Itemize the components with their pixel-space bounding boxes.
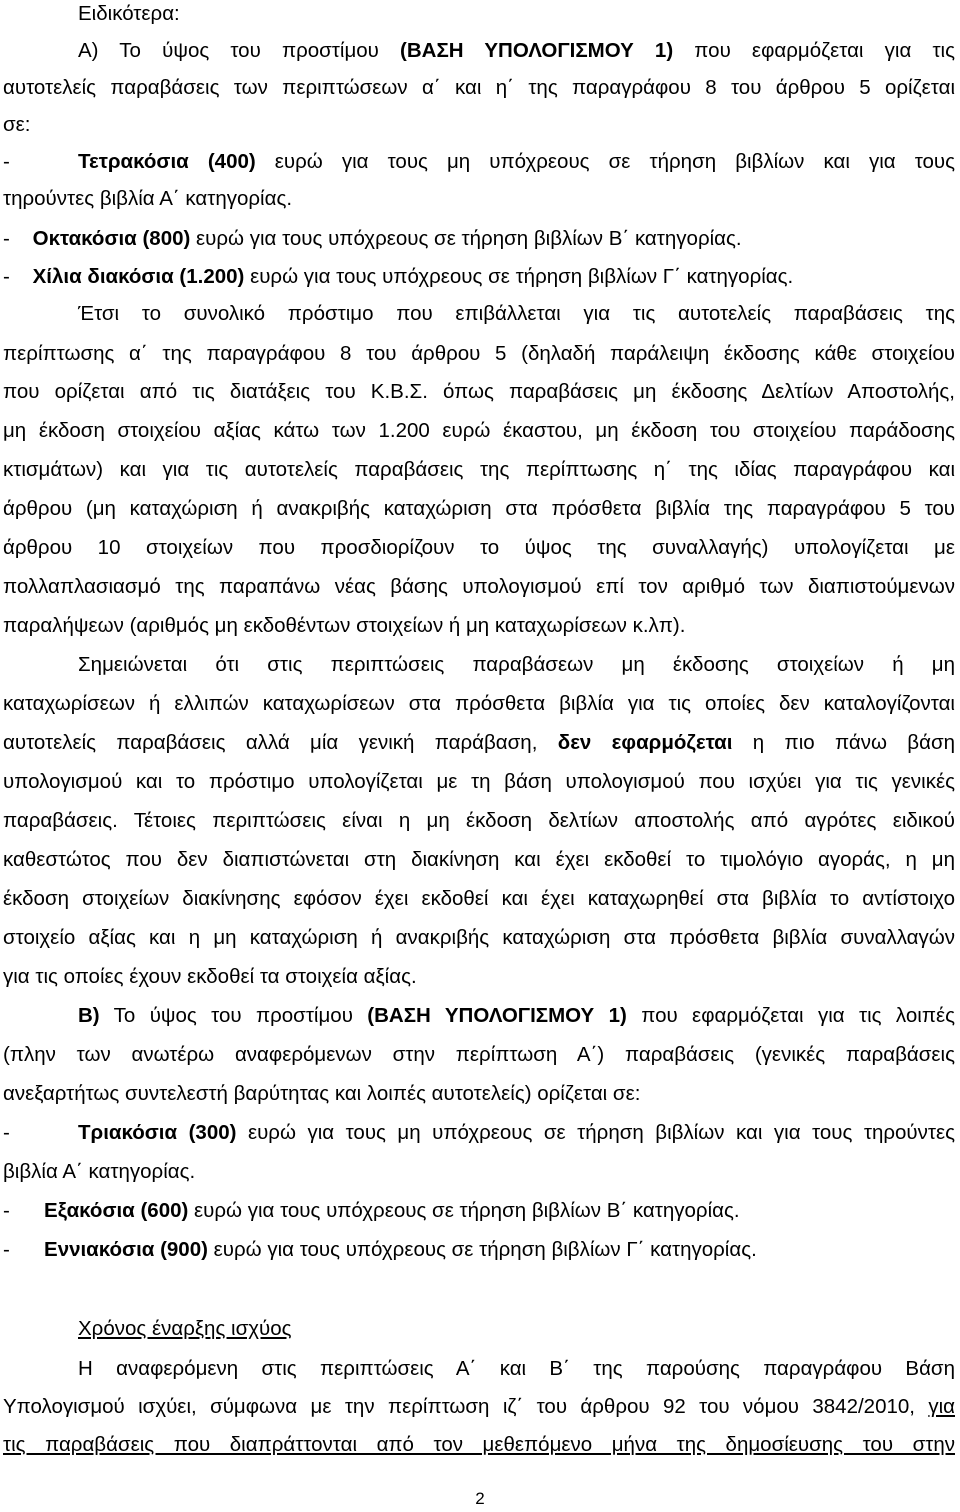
paragraph-line: έκδοση στοιχείων διακίνησης εφόσον έχει εκδοθεί και έχει καταχωρηθεί στα βιβλία το αντίστοιχο (3, 887, 955, 910)
section-a-label: Α) Το ύψος του προστίμου (78, 39, 401, 62)
paragraph-line: Έτσι το συνολικό πρόστιμο που επιβάλλεται για τις αυτοτελείς παραβάσεις της (78, 302, 955, 325)
amount-600: Εξακόσια (600) (44, 1199, 189, 1222)
paragraph-line: περίπτωσης α΄ της παραγράφου 8 του άρθρου 5 (δηλαδή παράλειψη έκδοσης κάθε στοιχείου (3, 342, 955, 365)
list-item-400-continuation: τηρούντες βιβλία Α΄ κατηγορίας. (3, 187, 293, 210)
paragraph-line: Σημειώνεται ότι στις περιπτώσεις παραβάσεων μη έκδοσης στοιχείων ή μη (78, 653, 955, 676)
paragraph-line: παραλήψεων (αριθμός μη εκδοθέντων στοιχείων ή μη καταχωρίσεων κ.λπ). (3, 614, 686, 637)
paragraph-line: στοιχείο αξίας και η μη καταχώριση ή ανακριβής καταχώριση στα πρόσθετα βιβλία συναλλαγών (3, 926, 955, 949)
list-item-800: - Οκτακόσια (800) ευρώ για τους υπόχρεους σε τήρηση βιβλίων Β΄ κατηγορίας. (3, 227, 742, 250)
section-a-intro-tail: που εφαρμόζεται για τις (673, 39, 955, 62)
paragraph-line: υπολογισμού και το πρόστιμο υπολογίζεται με τη βάση υπολογισμού που ισχύει για τις γενικές (3, 770, 955, 793)
heading-specifically: Ειδικότερα: (78, 2, 180, 25)
not-applied-bold: δεν εφαρμόζεται (557, 731, 733, 754)
section-b-label: Β) (78, 1004, 100, 1027)
paragraph-line: κτισμάτων) και για τις αυτοτελείς παραβάσεις της περίπτωσης η΄ της ιδίας παραγράφου και (3, 458, 955, 481)
paragraph-line: πολλαπλασιασμό της παραπάνω νέας βάσης υπολογισμού επί τον αριθμό των διαπιστούμενων (3, 575, 955, 598)
paragraph-line: καθεστώτος που δεν διαπιστώνεται στη διακίνηση και έχει εκδοθεί το τιμολόγιο αγοράς, η μη (3, 848, 955, 871)
list-item-1200-text: ευρώ για τους υπόχρεους σε τήρηση βιβλίων Γ΄ κατηγορίας. (244, 265, 794, 288)
paragraph-line: για τις οποίες έχουν εκδοθεί τα στοιχεία αξίας. (3, 965, 417, 988)
page-number: 2 (475, 1489, 485, 1508)
list-item-300: Τριακόσια (300) ευρώ για τους μη υπόχρεους σε τήρηση βιβλίων και για τους τηρούντες (78, 1121, 955, 1144)
paragraph-line: παραβάσεις. Τέτοιες περιπτώσεις είναι η μη έκδοση δελτίων αποστολής από αγρότες ειδικού (3, 809, 955, 832)
calculation-base-1-bold: (ΒΑΣΗ ΥΠΟΛΟΓΙΣΜΟΥ 1) (400, 39, 674, 62)
amount-400: Τετρακόσια (400) (78, 150, 256, 173)
section-a-intro-line-3: σε: (3, 113, 31, 136)
paragraph-line: άρθρου (μη καταχώριση ή ανακριβής καταχώριση στα πρόσθετα βιβλία της παραγράφου 5 του (3, 497, 955, 520)
section-a-intro-line-2: αυτοτελείς παραβάσεις των περιπτώσεων α΄ και η΄ της παραγράφου 8 του άρθρου 5 ορίζεται (3, 76, 955, 99)
amount-900: Εννιακόσια (900) (44, 1238, 208, 1261)
list-item-400 (78, 148, 955, 175)
list-item-400-dash: - (3, 150, 10, 173)
list-item-900: - Εννιακόσια (900) ευρώ για τους υπόχρεους σε τήρηση βιβλίων Γ΄ κατηγορίας. (3, 1238, 757, 1261)
paragraph-line: καταχωρίσεων ή ελλιπών καταχωρίσεων στα πρόσθετα βιβλία για τις οποίες δεν καταλογίζονται (3, 692, 955, 715)
list-item-1200: - Χίλια διακόσια (1.200) ευρώ για τους υπόχρεους σε τήρηση βιβλίων Γ΄ κατηγορίας. (3, 265, 794, 288)
effective-date-heading: Χρόνος έναρξης ισχύος (78, 1317, 292, 1340)
amount-800: Οκτακόσια (800) (32, 227, 191, 250)
amount-1200: Χίλια διακόσια (1.200) (32, 265, 245, 288)
paragraph-line-with-bold: αυτοτελείς παραβάσεις αλλά μία γενική παράβαση, δεν εφαρμόζεται η πιο πάνω βάση (3, 731, 955, 754)
list-item-300-continuation: βιβλία Α΄ κατηγορίας. (3, 1160, 196, 1183)
paragraph-line: που ορίζεται από τις διατάξεις του Κ.Β.Σ. όπως παραβάσεις μη έκδοσης Δελτίων Αποστολής, (3, 380, 955, 403)
amount-300: Τριακόσια (300) (78, 1121, 237, 1144)
list-item-800-text: ευρώ για τους υπόχρεους σε τήρηση βιβλίων Β΄ κατηγορίας. (190, 227, 742, 250)
section-a-intro-line-1 (78, 37, 955, 64)
paragraph-line: μη έκδοση στοιχείου αξίας κάτω των 1.200 ευρώ έκαστου, μη έκδοση του στοιχείου παράδοσης (3, 419, 955, 442)
paragraph-line-with-underline: Υπολογισμού ισχύει, σύμφωνα με την περίπτωση ιζ΄ του άρθρου 92 του νόμου 3842/2010, για (3, 1395, 955, 1418)
list-item-400-text: ευρώ για τους μη υπόχρεους σε τήρηση βιβλίων και για τους (255, 150, 956, 173)
paragraph-line: Η αναφερόμενη στις περιπτώσεις Α΄ και Β΄ της παρούσης παραγράφου Βάση (78, 1357, 955, 1380)
underlined-text: για (928, 1395, 955, 1418)
list-item-300-dash: - (3, 1121, 10, 1144)
section-b-intro-line-1: Β) Το ύψος του προστίμου (ΒΑΣΗ ΥΠΟΛΟΓΙΣΜΟΥ 1) που εφαρμόζεται για τις λοιπές (78, 1004, 955, 1027)
list-item-600: - Εξακόσια (600) ευρώ για τους υπόχρεους σε τήρηση βιβλίων Β΄ κατηγορίας. (3, 1199, 740, 1222)
section-b-intro-line-3: ανεξαρτήτως συντελεστή βαρύτητας και λοιπές αυτοτελείς) ορίζεται σε: (3, 1082, 641, 1105)
paragraph-line: άρθρου 10 στοιχείων που προσδιορίζουν το ύψος της συναλλαγής) υπολογίζεται με (3, 536, 955, 559)
calculation-base-1-bold: (ΒΑΣΗ ΥΠΟΛΟΓΙΣΜΟΥ 1) (367, 1004, 627, 1027)
section-b-intro-line-2: (πλην των ανωτέρω αναφερόμενων στην περίπτωση Α΄) παραβάσεις (γενικές παραβάσεις (3, 1043, 955, 1066)
underlined-paragraph-line: τις παραβάσεις που διαπράττονται από τον μεθεπόμενο μήνα της δημοσίευσης του στην (3, 1433, 955, 1456)
